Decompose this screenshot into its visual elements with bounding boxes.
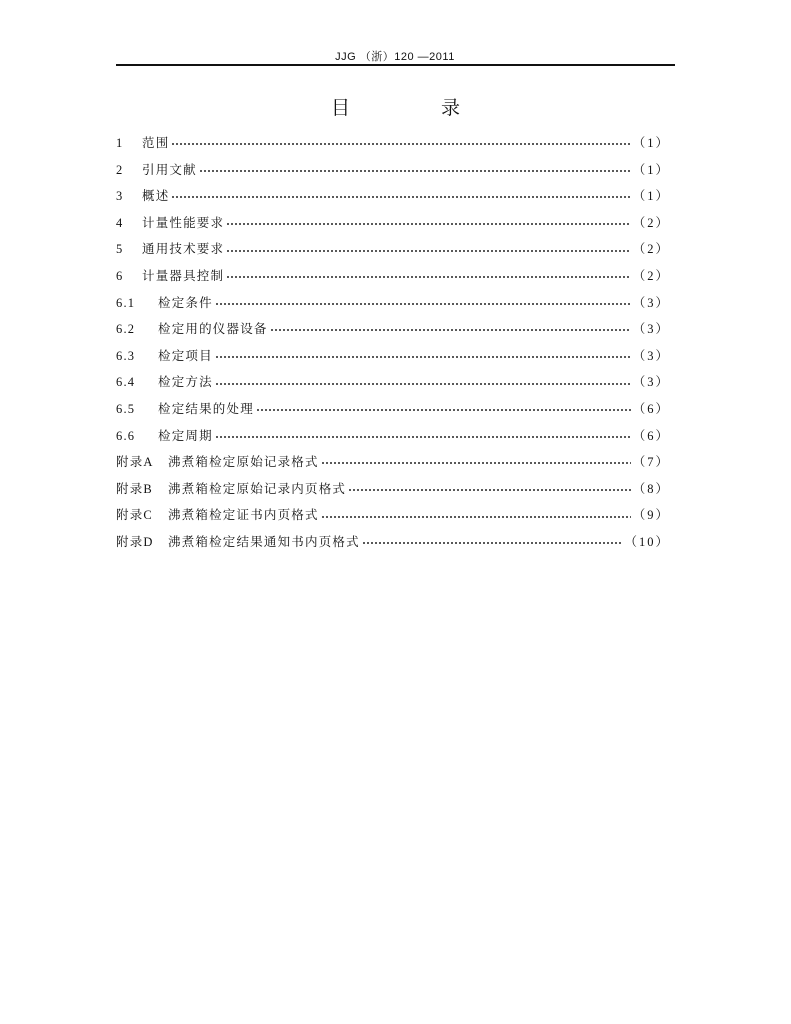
- toc-dot-leader: [348, 489, 631, 491]
- toc-entry[interactable]: [116, 130, 670, 157]
- toc-entry[interactable]: [116, 183, 670, 210]
- toc-entry[interactable]: [116, 263, 670, 290]
- toc-entry-label: 检定用的仪器设备: [158, 321, 268, 337]
- toc-entry[interactable]: [116, 369, 670, 396]
- toc-entry-page: （2）: [632, 268, 670, 283]
- toc-entry-label: 检定周期: [158, 427, 213, 443]
- toc-entry-number: 附录C: [116, 508, 153, 523]
- toc-entry-label: 检定条件: [158, 294, 213, 310]
- toc-dot-leader: [362, 542, 623, 544]
- toc-entry[interactable]: [116, 157, 670, 184]
- toc-entry-page: （7）: [632, 455, 670, 470]
- toc-entry[interactable]: [116, 449, 670, 476]
- toc-entry-label: 计量器具控制: [142, 267, 225, 283]
- toc-dot-leader: [199, 170, 631, 172]
- toc-entry-number: 6.3: [116, 348, 136, 363]
- toc-entry-page: （3）: [632, 375, 670, 390]
- toc-dot-leader: [215, 383, 631, 385]
- toc-entry-number: 5: [116, 242, 124, 257]
- page-header-standard-code: JJG （浙）120 —2011: [335, 51, 455, 63]
- toc-entry[interactable]: [116, 236, 670, 263]
- toc-entry-number: 6.1: [116, 295, 136, 310]
- toc-entry[interactable]: [116, 210, 670, 237]
- toc-entry-label: 检定项目: [158, 347, 213, 363]
- toc-title: 目 录: [330, 97, 496, 119]
- toc-entry-number: 1: [116, 136, 124, 150]
- toc-entry[interactable]: [116, 502, 670, 529]
- toc-entry-number: 附录D: [116, 534, 154, 549]
- toc-dot-leader: [215, 436, 631, 438]
- toc-entry-number: 附录B: [116, 481, 153, 496]
- toc-entry-label: 沸煮箱检定原始记录格式: [168, 454, 319, 470]
- toc-entry-number: 6: [116, 268, 124, 283]
- toc-entry[interactable]: [116, 476, 670, 503]
- toc-dot-leader: [321, 516, 631, 518]
- toc-entry-number: 附录A: [116, 455, 154, 470]
- toc-entry[interactable]: [116, 316, 670, 343]
- toc-entry-number: 6.5: [116, 401, 136, 416]
- toc-entry-number: 3: [116, 189, 124, 204]
- toc-entry[interactable]: [116, 290, 670, 317]
- toc-entry-label: 引用文献: [142, 161, 197, 177]
- toc-entry-page: （10）: [624, 534, 670, 549]
- toc-entry-label: 沸煮箱检定证书内页格式: [168, 507, 319, 523]
- toc-entry-page: （1）: [632, 136, 670, 150]
- toc-entry-label: 沸煮箱检定结果通知书内页格式: [168, 533, 360, 549]
- toc-entry-page: （2）: [632, 215, 670, 230]
- toc-entry-page: （3）: [632, 295, 670, 310]
- toc-dot-leader: [226, 223, 631, 225]
- header-rule: [116, 64, 675, 66]
- toc-dot-leader: [171, 196, 630, 198]
- toc-entry-number: 6.2: [116, 322, 136, 337]
- toc-entry-page: （1）: [632, 162, 670, 177]
- toc-dot-leader: [226, 276, 631, 278]
- toc-dot-leader: [226, 250, 631, 252]
- toc-entry-label: 概述: [142, 188, 170, 204]
- toc-entry-page: （3）: [632, 348, 670, 363]
- toc-dot-leader: [256, 409, 631, 411]
- toc-entry[interactable]: [116, 423, 670, 450]
- toc-entry-number: 6.4: [116, 375, 136, 390]
- toc-entry-label: 通用技术要求: [142, 241, 225, 257]
- toc-entry-page: （6）: [632, 428, 670, 443]
- toc-entry[interactable]: [116, 396, 670, 423]
- toc-dot-leader: [321, 462, 631, 464]
- toc-entry-page: （9）: [632, 508, 670, 523]
- toc-entry-number: 6.6: [116, 428, 136, 443]
- toc-entry[interactable]: [116, 529, 670, 556]
- toc-entry-label: 计量性能要求: [142, 214, 225, 230]
- toc-entry[interactable]: [116, 343, 670, 370]
- toc-dot-leader: [215, 303, 631, 305]
- toc-entry-label: 范围: [142, 135, 170, 150]
- table-of-contents: [116, 130, 670, 556]
- toc-entry-number: 2: [116, 162, 124, 177]
- toc-dot-leader: [270, 329, 631, 331]
- toc-entry-page: （3）: [632, 322, 670, 337]
- toc-entry-page: （8）: [632, 481, 670, 496]
- toc-dot-leader: [171, 143, 630, 145]
- toc-entry-page: （2）: [632, 242, 670, 257]
- toc-dot-leader: [215, 356, 631, 358]
- toc-entry-label: 沸煮箱检定原始记录内页格式: [168, 480, 347, 496]
- toc-entry-page: （6）: [632, 401, 670, 416]
- toc-entry-page: （1）: [632, 189, 670, 204]
- toc-entry-number: 4: [116, 215, 124, 230]
- toc-entry-label: 检定结果的处理: [158, 400, 254, 416]
- toc-entry-label: 检定方法: [158, 374, 213, 390]
